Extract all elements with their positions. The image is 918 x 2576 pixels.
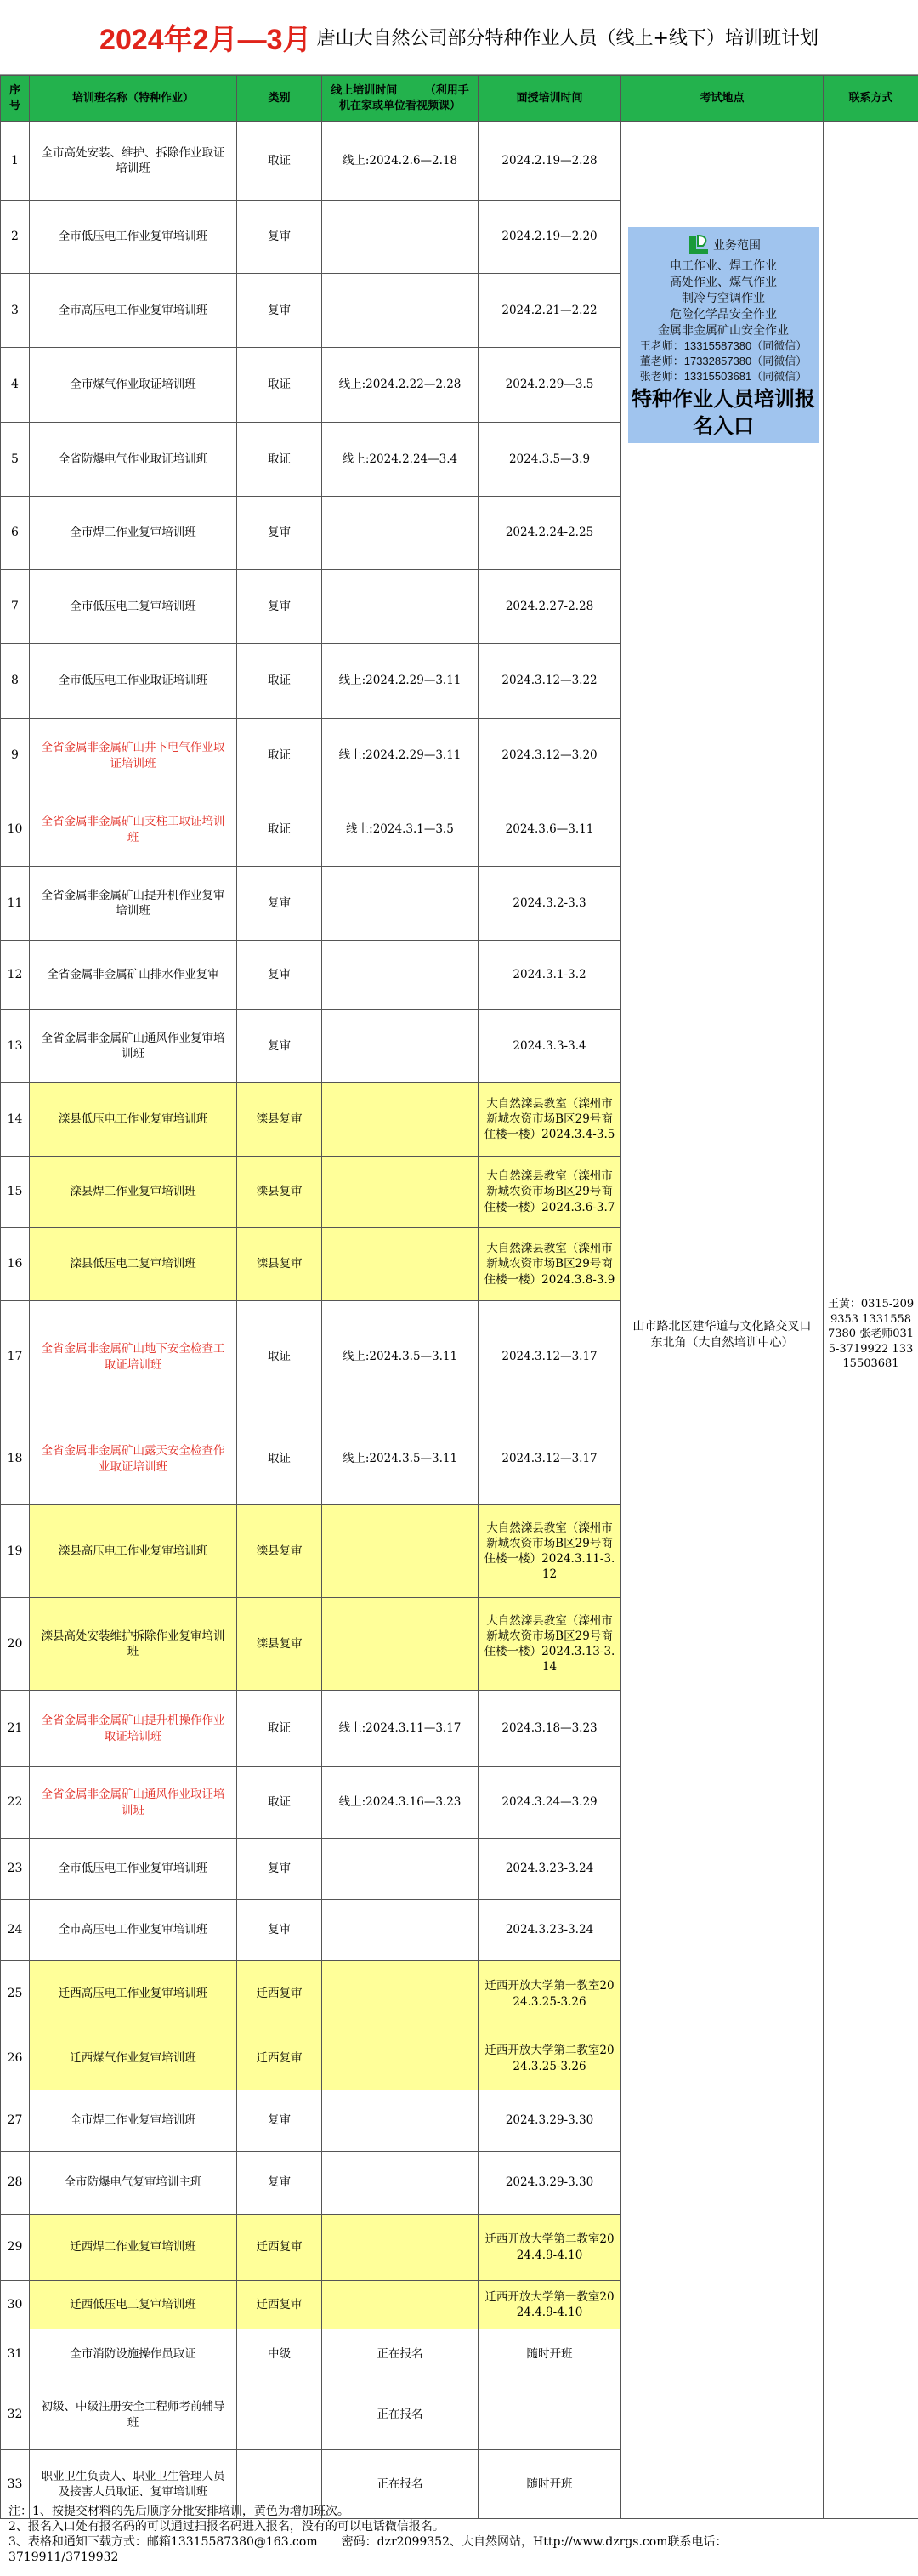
cell-no: 25	[1, 1961, 30, 2027]
cell-no: 10	[1, 793, 30, 867]
cell-course-name: 全省金属非金属矿山井下电气作业取证培训班	[30, 719, 237, 793]
cell-course-name: 全省防爆电气作业取证培训班	[30, 423, 237, 497]
cell-face-time	[479, 2380, 621, 2450]
footer-notes	[0, 2499, 918, 2570]
cell-no: 20	[1, 1598, 30, 1691]
cell-course-name: 全市低压电工作业取证培训班	[30, 644, 237, 719]
cell-category: 复审	[237, 1010, 322, 1083]
cell-course-name: 迁西低压电工复审培训班	[30, 2281, 237, 2329]
header-category: 类别	[237, 76, 322, 122]
cell-face-time: 2024.2.29—3.5	[479, 348, 621, 423]
cell-category: 复审	[237, 570, 322, 644]
exam-location-cell	[621, 122, 824, 2519]
cell-online-time	[322, 274, 479, 348]
training-schedule-table	[0, 75, 918, 2519]
cell-face-time: 2024.2.19—2.28	[479, 122, 621, 201]
cell-online-time	[322, 941, 479, 1010]
cell-category: 复审	[237, 2090, 322, 2152]
header-face-time: 面授培训时间	[479, 76, 621, 122]
cell-category: 迁西复审	[237, 1961, 322, 2027]
cell-online-time: 线上:2024.3.5—3.11	[322, 1301, 479, 1413]
cell-online-time	[322, 2215, 479, 2281]
cell-online-time: 线上:2024.3.1—3.5	[322, 793, 479, 867]
cell-online-time	[322, 2090, 479, 2152]
header-course: 培训班名称（特种作业）	[30, 76, 237, 122]
cell-online-time: 正在报名	[322, 2329, 479, 2380]
cell-no: 21	[1, 1691, 30, 1767]
cell-online-time: 线上:2024.2.24—3.4	[322, 423, 479, 497]
cell-face-time: 2024.3.29-3.30	[479, 2090, 621, 2152]
cell-face-time: 大自然滦县教室（滦州市新城农资市场B区29号商住楼一楼）2024.3.8-3.9	[479, 1228, 621, 1301]
cell-course-name: 全市高压电工作业复审培训班	[30, 274, 237, 348]
cell-no: 11	[1, 867, 30, 941]
cell-no: 18	[1, 1413, 30, 1505]
cell-course-name: 全省金属非金属矿山通风作业取证培训班	[30, 1767, 237, 1839]
cell-no: 23	[1, 1839, 30, 1900]
cell-face-time: 2024.2.27-2.28	[479, 570, 621, 644]
cell-no: 6	[1, 497, 30, 570]
cell-category: 取证	[237, 1301, 322, 1413]
note-line: 3、表格和通知下载方式：邮箱13315587380@163.com 密码：dzr2099352、大自然网站，Http://www.dzrgs.com联系电话：	[8, 2535, 728, 2549]
cell-no: 26	[1, 2027, 30, 2090]
cell-no: 22	[1, 1767, 30, 1839]
cell-category: 复审	[237, 867, 322, 941]
cell-category: 取证	[237, 348, 322, 423]
cell-course-name: 全市高压电工作业复审培训班	[30, 1900, 237, 1961]
cell-face-time: 随时开班	[479, 2329, 621, 2380]
cell-online-time	[322, 2281, 479, 2329]
cell-face-time: 2024.3.12—3.17	[479, 1301, 621, 1413]
cell-course-name: 全省金属非金属矿山提升机作业复审培训班	[30, 867, 237, 941]
cell-course-name: 全省金属非金属矿山排水作业复审	[30, 941, 237, 1010]
table-row	[1, 122, 918, 201]
cell-course-name: 全市高处安装、维护、拆除作业取证培训班	[30, 122, 237, 201]
cell-category: 取证	[237, 1691, 322, 1767]
cell-course-name: 职业卫生负责人、职业卫生管理人员及接害人员取证、复审培训班	[30, 2450, 237, 2519]
cell-face-time: 迁西开放大学第一教室2024.4.9-4.10	[479, 2281, 621, 2329]
cell-face-time: 2024.3.6—3.11	[479, 793, 621, 867]
promo-line: 电工作业、焊工作业	[670, 259, 777, 272]
cell-no: 32	[1, 2380, 30, 2450]
cell-online-time	[322, 1961, 479, 2027]
header-online-time: 线上培训时间 （利用手机在家或单位看视频课）	[322, 76, 479, 122]
cell-course-name: 滦县高处安装维护拆除作业复审培训班	[30, 1598, 237, 1691]
cell-online-time: 线上:2024.2.22—2.28	[322, 348, 479, 423]
cell-course-name: 迁西高压电工作业复审培训班	[30, 1961, 237, 2027]
cell-course-name: 滦县低压电工作业复审培训班	[30, 1083, 237, 1157]
cell-online-time: 线上:2024.2.29—3.11	[322, 719, 479, 793]
cell-no: 7	[1, 570, 30, 644]
cell-no: 33	[1, 2450, 30, 2519]
cell-category: 取证	[237, 793, 322, 867]
cell-category: 复审	[237, 1839, 322, 1900]
cell-online-time: 线上:2024.3.11—3.17	[322, 1691, 479, 1767]
cell-course-name: 全省金属非金属矿山支柱工取证培训班	[30, 793, 237, 867]
cell-category: 取证	[237, 1767, 322, 1839]
cell-category: 取证	[237, 423, 322, 497]
cell-face-time: 随时开班	[479, 2450, 621, 2519]
cell-face-time: 2024.2.19—2.20	[479, 201, 621, 274]
cell-face-time: 2024.2.21—2.22	[479, 274, 621, 348]
cell-no: 24	[1, 1900, 30, 1961]
cell-face-time: 2024.3.12—3.17	[479, 1413, 621, 1505]
cell-face-time: 2024.2.24-2.25	[479, 497, 621, 570]
cell-course-name: 全省金属非金属矿山通风作业复审培训班	[30, 1010, 237, 1083]
cell-course-name: 全省金属非金属矿山提升机操作作业取证培训班	[30, 1691, 237, 1767]
contact-text: 王黄：0315-2099353 13315587380 张老师0315-3719922 13315503681	[827, 1298, 915, 1371]
cell-category: 滦县复审	[237, 1157, 322, 1228]
cell-face-time: 2024.3.23-3.24	[479, 1839, 621, 1900]
cell-no: 9	[1, 719, 30, 793]
cell-course-name: 全省金属非金属矿山地下安全检查工取证培训班	[30, 1301, 237, 1413]
cell-course-name: 全市焊工作业复审培训班	[30, 497, 237, 570]
cell-face-time: 2024.3.29-3.30	[479, 2152, 621, 2215]
cell-no: 29	[1, 2215, 30, 2281]
promo-teacher: 张老师：13315503681（同微信）	[639, 370, 808, 383]
cell-face-time: 2024.3.18—3.23	[479, 1691, 621, 1767]
cell-category: 复审	[237, 274, 322, 348]
cell-face-time: 2024.3.2-3.3	[479, 867, 621, 941]
cell-course-name: 全市煤气作业取证培训班	[30, 348, 237, 423]
cell-no: 19	[1, 1505, 30, 1598]
cell-face-time: 2024.3.3-3.4	[479, 1010, 621, 1083]
cell-category: 迁西复审	[237, 2215, 322, 2281]
contact-cell	[824, 122, 918, 2519]
cell-category: 复审	[237, 2152, 322, 2215]
cell-course-name: 迁西焊工作业复审培训班	[30, 2215, 237, 2281]
promo-title: 业务范围	[713, 237, 761, 252]
cell-face-time: 大自然滦县教室（滦州市新城农资市场B区29号商住楼一楼）2024.3.4-3.5	[479, 1083, 621, 1157]
cell-online-time	[322, 1505, 479, 1598]
signup-entry-link[interactable]: 特种作业人员培训报名入口	[632, 388, 815, 438]
cell-face-time: 2024.3.23-3.24	[479, 1900, 621, 1961]
cell-course-name: 初级、中级注册安全工程师考前辅导班	[30, 2380, 237, 2450]
cell-face-time: 大自然滦县教室（滦州市新城农资市场B区29号商住楼一楼）2024.3.13-3.14	[479, 1598, 621, 1691]
cell-category: 滦县复审	[237, 1505, 322, 1598]
cell-online-time	[322, 2152, 479, 2215]
cell-online-time: 线上:2024.3.5—3.11	[322, 1413, 479, 1505]
cell-course-name: 全市低压电工作业复审培训班	[30, 1839, 237, 1900]
header-contact: 联系方式	[824, 76, 918, 122]
cell-online-time: 正在报名	[322, 2380, 479, 2450]
cell-course-name: 滦县焊工作业复审培训班	[30, 1157, 237, 1228]
cell-online-time: 线上:2024.2.29—3.11	[322, 644, 479, 719]
cell-face-time: 2024.3.1-3.2	[479, 941, 621, 1010]
cell-no: 28	[1, 2152, 30, 2215]
note-line: 3719911/3719932	[8, 2550, 119, 2564]
cell-category: 复审	[237, 201, 322, 274]
promo-line: 高处作业、煤气作业	[670, 275, 777, 288]
cell-course-name: 全市低压电工复审培训班	[30, 570, 237, 644]
cell-online-time	[322, 2027, 479, 2090]
promo-teacher: 王老师：13315587380（同微信）	[639, 339, 808, 352]
cell-category: 滦县复审	[237, 1228, 322, 1301]
cell-category: 取证	[237, 1413, 322, 1505]
cell-no: 12	[1, 941, 30, 1010]
cell-no: 16	[1, 1228, 30, 1301]
cell-category: 取证	[237, 644, 322, 719]
cell-online-time	[322, 1228, 479, 1301]
cell-no: 27	[1, 2090, 30, 2152]
cell-category: 迁西复审	[237, 2027, 322, 2090]
cell-category: 中级	[237, 2329, 322, 2380]
cell-no: 14	[1, 1083, 30, 1157]
cell-no: 8	[1, 644, 30, 719]
cell-face-time: 2024.3.24—3.29	[479, 1767, 621, 1839]
title-date: 2024年2月—3月	[99, 24, 312, 56]
cell-online-time	[322, 1010, 479, 1083]
cell-no: 13	[1, 1010, 30, 1083]
cell-online-time	[322, 1598, 479, 1691]
cell-face-time: 迁西开放大学第二教室2024.4.9-4.10	[479, 2215, 621, 2281]
cell-online-time: 线上:2024.3.16—3.23	[322, 1767, 479, 1839]
exam-location-text: 山市路北区建华道与文化路交叉口东北角（大自然培训中心）	[632, 1320, 812, 1350]
company-logo-icon	[686, 232, 711, 258]
cell-online-time: 线上:2024.2.6—2.18	[322, 122, 479, 201]
cell-online-time	[322, 201, 479, 274]
cell-online-time: 正在报名	[322, 2450, 479, 2519]
cell-online-time	[322, 1083, 479, 1157]
cell-course-name: 全市消防设施操作员取证	[30, 2329, 237, 2380]
cell-no: 4	[1, 348, 30, 423]
cell-course-name: 迁西煤气作业复审培训班	[30, 2027, 237, 2090]
cell-course-name: 全市低压电工作业复审培训班	[30, 201, 237, 274]
cell-online-time	[322, 867, 479, 941]
cell-category: 取证	[237, 719, 322, 793]
cell-course-name: 全市焊工作业复审培训班	[30, 2090, 237, 2152]
cell-no: 3	[1, 274, 30, 348]
cell-category: 复审	[237, 941, 322, 1010]
cell-category: 复审	[237, 1900, 322, 1961]
cell-category: 滦县复审	[237, 1598, 322, 1691]
cell-online-time	[322, 570, 479, 644]
cell-face-time: 迁西开放大学第一教室2024.3.25-3.26	[479, 1961, 621, 2027]
promo-teacher: 董老师：17332857380（同微信）	[639, 355, 808, 367]
cell-face-time: 大自然滦县教室（滦州市新城农资市场B区29号商住楼一楼）2024.3.11-3.12	[479, 1505, 621, 1598]
page-title	[0, 0, 918, 75]
note-line: 注：1、按提交材料的先后顺序分批安排培训，黄色为增加班次。	[8, 2505, 349, 2518]
cell-online-time	[322, 1157, 479, 1228]
header-exam-location: 考试地点	[621, 76, 824, 122]
cell-no: 17	[1, 1301, 30, 1413]
cell-category: 迁西复审	[237, 2281, 322, 2329]
promo-line: 危险化学品安全作业	[670, 307, 777, 321]
cell-no: 30	[1, 2281, 30, 2329]
cell-online-time	[322, 1839, 479, 1900]
signup-promo-panel[interactable]	[628, 227, 819, 443]
cell-course-name: 全市防爆电气复审培训主班	[30, 2152, 237, 2215]
cell-category: 滦县复审	[237, 1083, 322, 1157]
cell-category: 取证	[237, 122, 322, 201]
cell-online-time	[322, 1900, 479, 1961]
cell-online-time	[322, 497, 479, 570]
cell-face-time: 迁西开放大学第二教室2024.3.25-3.26	[479, 2027, 621, 2090]
cell-face-time: 2024.3.12—3.20	[479, 719, 621, 793]
promo-line: 金属非金属矿山安全作业	[658, 323, 789, 337]
cell-course-name: 滦县高压电工作业复审培训班	[30, 1505, 237, 1598]
cell-face-time: 大自然滦县教室（滦州市新城农资市场B区29号商住楼一楼）2024.3.6-3.7	[479, 1157, 621, 1228]
cell-course-name: 滦县低压电工复审培训班	[30, 1228, 237, 1301]
cell-category	[237, 2380, 322, 2450]
header-no: 序号	[1, 76, 30, 122]
cell-category: 复审	[237, 497, 322, 570]
cell-no: 2	[1, 201, 30, 274]
note-line: 2、报名入口处有报名码的可以通过扫报名码进入报名，没有的可以电话微信报名。	[8, 2520, 445, 2533]
promo-line: 制冷与空调作业	[682, 291, 765, 304]
cell-no: 1	[1, 122, 30, 201]
cell-face-time: 2024.3.12—3.22	[479, 644, 621, 719]
cell-no: 31	[1, 2329, 30, 2380]
cell-no: 15	[1, 1157, 30, 1228]
cell-course-name: 全省金属非金属矿山露天安全检查作业取证培训班	[30, 1413, 237, 1505]
cell-no: 5	[1, 423, 30, 497]
table-header-row	[1, 76, 918, 122]
cell-face-time: 2024.3.5—3.9	[479, 423, 621, 497]
title-text: 唐山大自然公司部分特种作业人员（线上+线下）培训班计划	[316, 28, 819, 49]
